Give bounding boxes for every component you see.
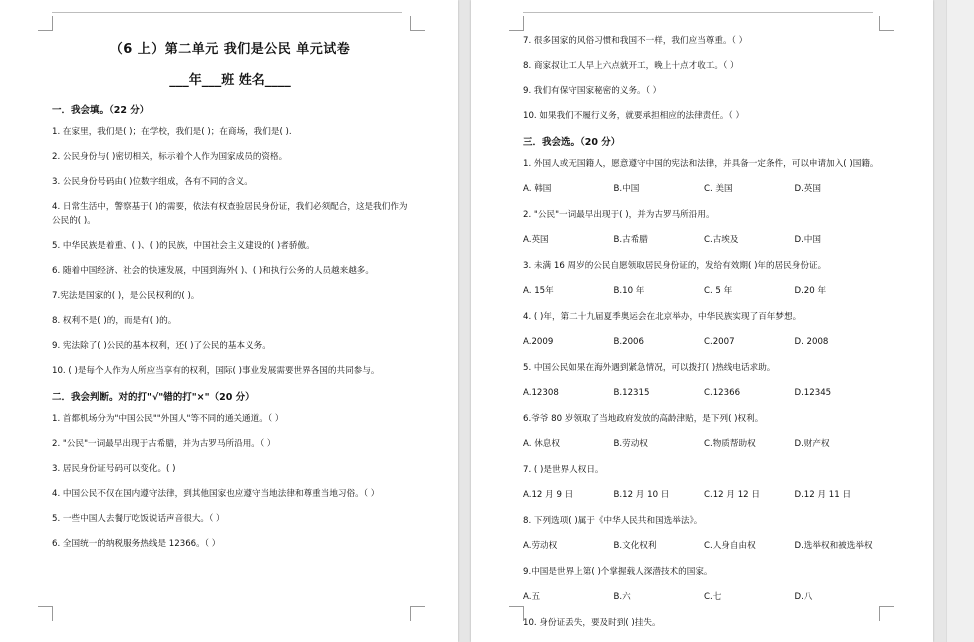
question: 4. 日常生活中，警察基于( )的需要，依法有权查验居民身份证，我们必须配合，这是我们作为公民的( )。 (52, 202, 408, 226)
answer-option: C.物质帮助权 (703, 439, 756, 449)
section-heading: 三．我会选。（20 分） (523, 137, 621, 148)
answer-option: B.劳动权 (613, 439, 648, 449)
question: 6. 全国统一的纳税服务热线是 12366。（ ） (52, 539, 221, 549)
answer-option: B.10 年 (613, 286, 645, 296)
question: 5. 中华民族是着重、( )、( )的民族，中国社会主义建设的( )者骄傲。 (52, 241, 315, 251)
answer-option: C.2007 (703, 337, 735, 347)
answer-options (523, 386, 883, 400)
answer-options (523, 488, 883, 502)
answer-option: B.中国 (613, 184, 640, 194)
crop-mark (509, 606, 524, 621)
question: 5. 中国公民如果在海外遇到紧急情况，可以拨打( )热线电话求助。 (523, 363, 776, 373)
question: 2. "公民"一词最早出现于古希腊，并为古罗马所沿用。（ ） (52, 439, 276, 449)
answer-option: A. 韩国 (523, 184, 552, 194)
answer-option: A. 休息权 (523, 439, 560, 449)
answer-options (523, 182, 883, 196)
answer-option: A.英国 (523, 235, 549, 245)
answer-option: D.12345 (794, 388, 832, 398)
page-content (523, 34, 883, 641)
answer-option: D.八 (794, 592, 813, 602)
question: 3. 居民身份证号码可以变化。( ) (52, 464, 176, 474)
question: 8. 下列选项( )属于《中华人民共和国选举法》。 (523, 516, 703, 526)
answer-option: D. 2008 (794, 337, 829, 347)
answer-options (523, 284, 883, 298)
question: 10. ( )是每个人作为人所应当享有的权利，国际( )事业发展需要世界各国的共同参与。 (52, 366, 380, 376)
question: 8. 商家叔让工人早上六点就开工，晚上十点才收工。（ ） (523, 61, 739, 71)
section-heading: 一．我会填。（22 分） (52, 105, 150, 116)
answer-option: C.七 (703, 592, 722, 602)
answer-option: B.12315 (613, 388, 650, 398)
answer-option: B.六 (613, 592, 631, 602)
question: 10. 如果我们不履行义务，就要承担相应的法律责任。（ ） (523, 111, 745, 121)
answer-option: C. 5 年 (703, 286, 733, 296)
question: 4. 中国公民不仅在国内遵守法律，到其他国家也应遵守当地法律和尊重当地习俗。（ ） (52, 489, 380, 499)
question: 7. ( )是世界人权日。 (523, 465, 604, 475)
answer-option: B.12 月 10 日 (613, 490, 670, 500)
answer-option: D.财产权 (794, 439, 830, 449)
question: 7. 很多国家的风俗习惯和我国不一样，我们应当尊重。（ ） (523, 36, 748, 46)
answer-option: D.选举权和被选举权 (794, 541, 873, 551)
crop-mark (410, 16, 425, 31)
section-heading: 二．我会判断。对的打"√"错的打"×"（20 分） (52, 392, 255, 403)
question: 9. 我们有保守国家秘密的义务。（ ） (523, 86, 662, 96)
question: 1. 首都机场分为"中国公民""外国人"等不同的通关通道。（ ） (52, 414, 284, 424)
question: 4. ( )年，第二十九届夏季奥运会在北京举办，中华民族实现了百年梦想。 (523, 312, 802, 322)
question: 3. 公民身份号码由( )位数字组成，各有不同的含义。 (52, 177, 253, 187)
question: 3. 未满 16 周岁的公民自愿领取居民身份证的，发给有效期( )年的居民身份证。 (523, 261, 827, 271)
question: 10. 身份证丢失，要及时到( )挂失。 (523, 618, 661, 628)
question: 1. 外国人或无国籍人，愿意遵守中国的宪法和法律，并具备一定条件，可以申请加入( )国籍。 (523, 159, 879, 169)
answer-option: D.中国 (794, 235, 821, 245)
question: 9.中国是世界上第( )个掌握载人深潜技术的国家。 (523, 567, 713, 577)
answer-option: D.英国 (794, 184, 821, 194)
answer-option: B.古希腊 (613, 235, 648, 245)
document-page-right (471, 0, 933, 642)
answer-option: A.五 (523, 592, 541, 602)
choice-question-list (523, 157, 883, 630)
question: 2. 公民身份与( )密切相关，标示着个人作为国家成员的资格。 (52, 152, 288, 162)
question: 5. 一些中国人去餐厅吃饭说话声音很大。（ ） (52, 514, 225, 524)
answer-option: A.12 月 9 日 (523, 490, 574, 500)
crop-mark (410, 606, 425, 621)
crop-mark (38, 16, 53, 31)
answer-option: C. 美国 (703, 184, 733, 194)
answer-option: D.12 月 11 日 (794, 490, 852, 500)
header-rule (523, 12, 873, 13)
answer-option: A. 15年 (523, 286, 554, 296)
question: 6.爷爷 80 岁领取了当地政府发放的高龄津贴，是下列( )权利。 (523, 414, 764, 424)
question: 9. 宪法除了( )公民的基本权利，还( )了公民的基本义务。 (52, 341, 271, 351)
crop-mark (879, 16, 894, 31)
exam-title: （6 上）第二单元 我们是公民 单元试卷 (109, 42, 351, 57)
answer-option: B.文化权利 (613, 541, 657, 551)
answer-options (523, 539, 883, 553)
answer-option: C.人身自由权 (703, 541, 756, 551)
answer-options (523, 335, 883, 349)
answer-option: C.12366 (703, 388, 741, 398)
window-edge (946, 0, 974, 642)
answer-option: A.劳动权 (523, 541, 558, 551)
question: 2. "公民"一词最早出现于( )，并为古罗马所沿用。 (523, 210, 715, 220)
question: 1. 在家里，我们是( )；在学校，我们是( )；在商场，我们是( ). (52, 127, 292, 137)
answer-option: C.12 月 12 日 (703, 490, 760, 500)
document-page-left (0, 0, 458, 642)
answer-option: C.古埃及 (703, 235, 739, 245)
class-name-line: ___年___班 姓名____ (169, 73, 291, 88)
question: 8. 权利不是( )的，而是有( )的。 (52, 316, 177, 326)
question: 6. 随着中国经济、社会的快速发展，中国到海外( )、( )和执行公务的人员越来越多。 (52, 266, 374, 276)
crop-mark (38, 606, 53, 621)
answer-option: D.20 年 (794, 286, 827, 296)
page-content (52, 0, 408, 562)
question: 7.宪法是国家的( )，是公民权利的( )。 (52, 291, 200, 301)
answer-option: A.12308 (523, 388, 559, 398)
answer-options (523, 590, 883, 604)
answer-options (523, 233, 883, 247)
answer-options (523, 437, 883, 451)
answer-option: A.2009 (523, 337, 554, 347)
answer-option: B.2006 (613, 337, 644, 347)
crop-mark (509, 16, 524, 31)
